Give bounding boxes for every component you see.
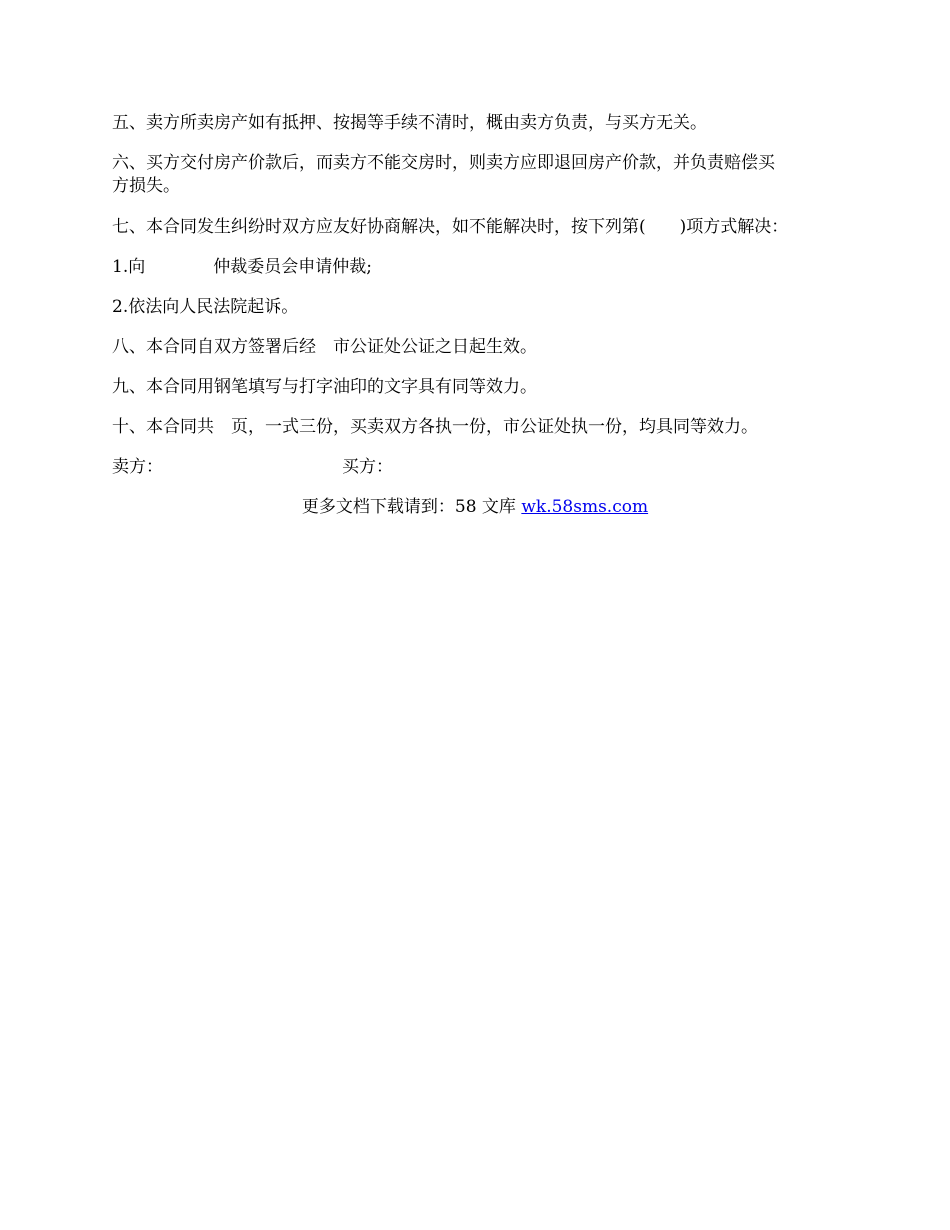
clause-9: 九、本合同用钢笔填写与打字油印的文字具有同等效力。 [112, 377, 537, 397]
clause-6-line-1: 六、买方交付房产价款后，而卖方不能交房时，则卖方应即退回房产价款，并负责赔偿买 [112, 153, 775, 173]
clause-7-option-2: 2.依法向人民法院起诉。 [112, 297, 299, 317]
clause-6 [112, 152, 842, 198]
clause-10: 十、本合同共 页，一式三份，买卖双方各执一份，市公证处执一份，均具同等效力。 [112, 417, 758, 437]
footer-text: 更多文档下载请到：58 文库 [301, 497, 522, 517]
clause-5: 五、卖方所卖房产如有抵押、按揭等手续不清时，概由卖方负责，与买方无关。 [112, 113, 707, 133]
clause-8: 八、本合同自双方签署后经 市公证处公证之日起生效。 [112, 337, 537, 357]
signature-row [112, 456, 842, 479]
footer-link[interactable]: wk.58sms.com [521, 497, 649, 517]
clause-6-line-2: 方损失。 [112, 176, 180, 196]
footer-download-note [0, 496, 950, 519]
buyer-label: 买方： [342, 457, 393, 477]
seller-label: 卖方： [112, 457, 163, 477]
clause-7: 七、本合同发生纠纷时双方应友好协商解决，如不能解决时，按下列第( )项方式解决： [112, 217, 789, 237]
document-body [112, 112, 842, 519]
clause-7-option-1: 1.向 仲裁委员会申请仲裁; [112, 257, 372, 277]
